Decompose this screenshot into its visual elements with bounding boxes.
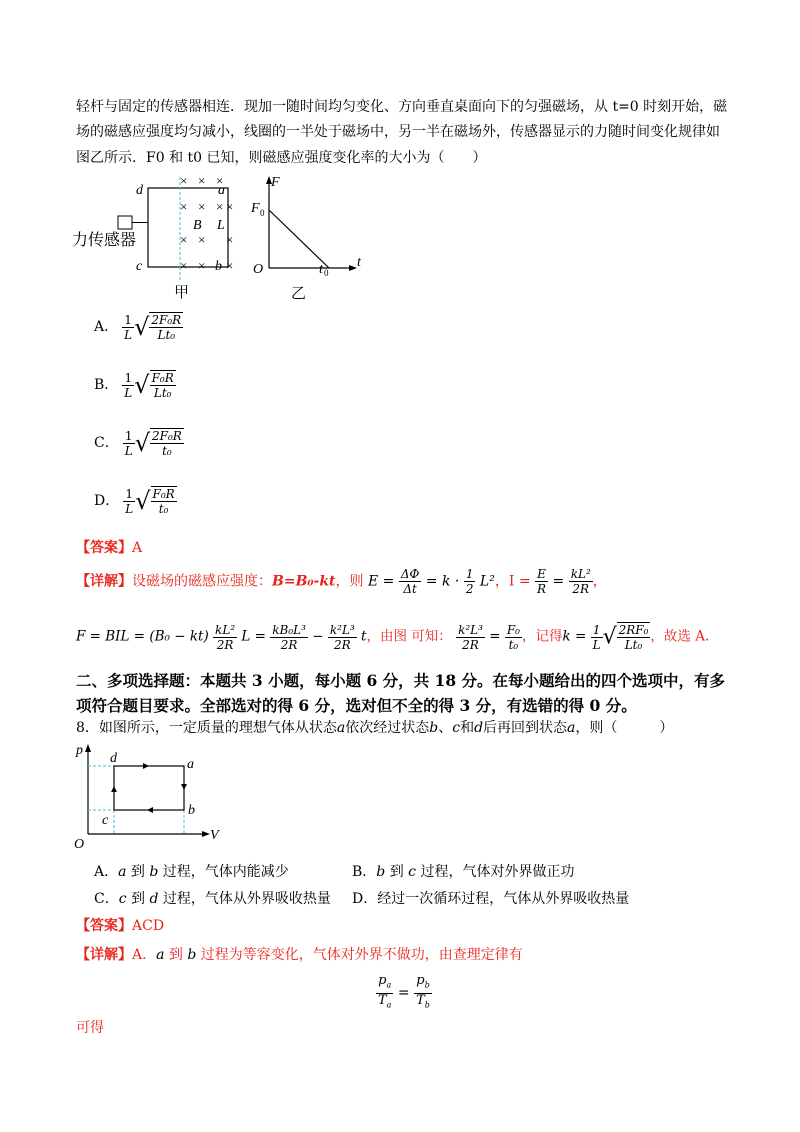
frac-F0-t0 <box>505 623 522 652</box>
frac-num: 1 <box>122 313 134 328</box>
frac-den: 2R <box>462 637 479 652</box>
label-b: b <box>215 259 222 274</box>
detail-var: a <box>156 947 165 963</box>
opt-letter: A． <box>94 319 119 335</box>
frac-den: t₀ <box>508 637 519 652</box>
q8-option-c[interactable] <box>94 888 331 908</box>
label-L: L <box>217 218 225 233</box>
cross: × <box>198 199 206 214</box>
answer-tag: 【答案】 <box>76 918 132 934</box>
frac-half <box>464 567 476 596</box>
frac-2RF0-Lt0 <box>617 622 651 652</box>
q8-var: b <box>429 720 439 736</box>
frac-den: 2R <box>216 637 234 652</box>
sub: a <box>386 1000 392 1010</box>
detail-8-line-1 <box>76 944 523 964</box>
intro-line-2: 场的磁感应强度均匀减小，线圈的一半处于磁场中，另一半在磁场外，传感器显示的力随时间变化规律如 <box>76 124 720 140</box>
sub: b <box>424 1000 430 1010</box>
q8-text: 后再回到状态 <box>483 720 568 736</box>
detail-tag: 【详解】 <box>76 573 132 590</box>
label-sensor: 力传感器 <box>72 232 137 249</box>
q8-text: 、 <box>438 720 453 736</box>
section-2-line-1: 二、多项选择题：本题共 3 小题，每小题 6 分，共 18 分。在每小题给出的四个选项中，有多 <box>76 671 726 690</box>
frac-num: F₀ <box>506 622 520 637</box>
q8-var: d <box>474 720 484 736</box>
q8-var: c <box>452 720 461 736</box>
cross: × <box>226 232 234 247</box>
sym: p <box>378 973 387 988</box>
q8-text: 依次经过状态 <box>345 720 430 736</box>
frac-den: 2R <box>572 582 590 596</box>
detail-text: ， <box>592 573 607 590</box>
sym: p <box>416 973 425 988</box>
sym: T <box>416 992 425 1008</box>
formula-k-eq: k = <box>562 628 587 645</box>
cross: × <box>180 258 188 273</box>
cross: × <box>180 173 188 188</box>
opt-letter: C． <box>94 891 119 907</box>
frac-coef <box>122 313 134 342</box>
label-c: c <box>102 813 109 828</box>
detail-text: ，记得 <box>522 628 563 645</box>
frac-coef <box>122 371 134 400</box>
frac-den: L <box>125 501 134 516</box>
p-axis-arrow <box>85 744 91 752</box>
label-a: a <box>218 183 225 198</box>
formula-minus: − <box>312 628 324 645</box>
sqrt-sign: √ <box>134 429 150 457</box>
opt-var: d <box>149 891 159 907</box>
detail-7-line-2 <box>76 622 709 652</box>
opt-var: b <box>376 864 386 880</box>
q8-option-a[interactable] <box>94 861 289 881</box>
opt-var: c <box>408 864 417 880</box>
frac-num: kL² <box>570 567 591 581</box>
frac-den: L <box>124 385 133 400</box>
frac-pb-Tb <box>414 974 432 1012</box>
detail-text: 到 <box>164 947 188 963</box>
opt-letter: B． <box>352 864 377 880</box>
q7-option-b[interactable] <box>94 370 176 400</box>
frac-den: Δt <box>403 582 417 596</box>
frac-den: 2R <box>280 637 298 652</box>
opt-var: a <box>118 864 127 880</box>
q7-option-d[interactable] <box>94 486 177 516</box>
frac-num: kL² <box>215 622 236 637</box>
force-line <box>269 210 329 268</box>
frac-num: kB₀L³ <box>272 622 306 637</box>
frac-kL2-2R <box>569 567 593 596</box>
frac-num: 2F₀R <box>151 313 182 327</box>
sqrt-sign: √ <box>602 624 617 650</box>
frac-num: F₀R <box>152 487 175 501</box>
frac-coef <box>123 429 135 458</box>
opt-text: 到 <box>126 864 150 880</box>
q7-option-c[interactable] <box>94 428 184 458</box>
frac-den: L <box>124 443 133 458</box>
frac-den: 2R <box>333 637 351 652</box>
opt-letter: A． <box>94 864 119 880</box>
q8-var: a <box>336 720 346 736</box>
frac-k2L3-b <box>456 623 485 652</box>
answer-7 <box>76 537 142 557</box>
answer-value: ACD <box>132 918 165 934</box>
frac-den: 2 <box>465 582 474 596</box>
cross: × <box>180 199 188 214</box>
frac-num: 1 <box>465 567 474 581</box>
formula-L-eq: L = <box>241 628 266 645</box>
opt-text: 经过一次循环过程，气体从外界吸收热量 <box>377 891 630 907</box>
formula-L2: L² <box>479 573 495 590</box>
frac-num: F₀R <box>151 371 174 385</box>
frac-den: t₀ <box>158 502 169 516</box>
detail-text: A． <box>132 947 157 963</box>
detail-text: 设磁场的磁感应强度： <box>132 573 272 590</box>
label-B: B <box>193 218 202 233</box>
opt-text: 过程，气体内能减少 <box>158 864 289 880</box>
frac-den: Lt₀ <box>624 638 643 652</box>
answer-8 <box>76 915 164 935</box>
opt-var: b <box>149 864 159 880</box>
q8-text: 8．如图所示，一定质量的理想气体从状态 <box>76 720 337 736</box>
formula-eq: = <box>489 628 501 645</box>
sqrt-sign: √ <box>134 313 150 341</box>
formula-E-lhs: E = <box>367 573 395 590</box>
section-2-line-2: 项符合题目要求。全部选对的得 6 分，选对但不全的得 3 分，有选错的得 0 分。 <box>76 696 637 715</box>
frac-num: 1 <box>123 429 135 444</box>
detail-text: 过程为等容变化，气体对外界不做功，由查理定律有 <box>196 947 523 963</box>
label-a: a <box>187 757 194 772</box>
frac-num: E <box>535 567 548 582</box>
frac-num: 2RF₀ <box>618 623 649 637</box>
frac-num: ΔΦ <box>400 567 420 581</box>
frac-den: Lt₀ <box>157 328 176 342</box>
v-axis-arrow <box>202 831 210 837</box>
frac-pa-Ta <box>376 974 393 1012</box>
detail-var: b <box>187 947 197 963</box>
frac-1-L <box>591 623 603 652</box>
arrow-b-c <box>147 807 153 813</box>
label-c: c <box>136 259 143 274</box>
cross: × <box>180 232 188 247</box>
sub: b <box>424 980 430 990</box>
frac-den: R <box>537 582 547 596</box>
detail-text: ，由图 可知： <box>366 628 452 645</box>
opt-text: 到 <box>385 864 409 880</box>
opt-text: 过程，气体从外界吸收热量 <box>158 891 331 907</box>
axis-label-V: V <box>210 828 219 843</box>
formula-charles-law <box>376 974 432 1012</box>
opt-text: 到 <box>126 891 150 907</box>
opt-var: c <box>118 891 127 907</box>
frac-num: k²L³ <box>329 622 355 637</box>
cross: × <box>216 173 224 188</box>
intro-line-1: 轻杆与固定的传感器相连．现加一随时间均匀变化、方向垂直桌面向下的匀强磁场，从 t=0 时刻开始，磁 <box>76 99 728 115</box>
frac-radicand <box>150 428 184 458</box>
axis-label-t: t <box>357 255 361 270</box>
cross: × <box>198 232 206 247</box>
figure-coil-diagram <box>70 172 250 302</box>
sqrt-sign: √ <box>134 371 150 399</box>
opt-letter: D． <box>94 493 120 509</box>
frac-dphi-dt <box>399 567 422 596</box>
q8-option-d[interactable] <box>352 888 629 908</box>
label-t0-sub: 0 <box>324 268 329 278</box>
label-jia: 甲 <box>174 285 190 301</box>
frac-den: Lt₀ <box>153 386 172 400</box>
frac-den: t₀ <box>162 444 172 458</box>
cross: × <box>198 173 206 188</box>
formula-eq-k: = k · <box>425 573 460 590</box>
intro-line-3: 图乙所示．F0 和 t0 已知，则磁感应强度变化率的大小为（ ） <box>76 150 487 166</box>
cross: × <box>226 199 234 214</box>
formula-F: F = BIL = (B₀ − kt) <box>76 628 209 645</box>
arrow-c-d <box>111 786 117 792</box>
formula-t: t <box>361 628 367 645</box>
detail-text: ，则 <box>335 573 364 590</box>
sensor-box <box>118 216 132 229</box>
formula-eq: = <box>397 985 410 1002</box>
formula-B: B=B₀-kt <box>272 573 336 590</box>
detail-7-line-1 <box>76 567 607 596</box>
q8-stem <box>76 717 673 737</box>
cross: × <box>216 199 224 214</box>
x-axis-arrow <box>349 265 357 271</box>
label-yi: 乙 <box>291 286 307 302</box>
frac-E-R <box>535 567 548 596</box>
label-t0: t <box>319 262 323 277</box>
frac-den: L <box>124 327 133 342</box>
opt-text: 过程，气体对外界做正功 <box>416 864 575 880</box>
frac-radicand <box>150 370 176 400</box>
frac-num: 1 <box>122 371 134 386</box>
opt-letter: D． <box>352 891 378 907</box>
sym: T <box>378 992 387 1008</box>
frac-coef <box>123 487 135 516</box>
opt-letter: C． <box>94 435 119 451</box>
label-d: d <box>110 751 117 766</box>
axis-label-p: p <box>76 743 83 758</box>
detail-tag: 【详解】 <box>76 947 132 963</box>
label-d: d <box>136 183 143 198</box>
q8-text: 和 <box>460 720 475 736</box>
frac-kB0L3 <box>270 623 308 652</box>
frac-radicand <box>149 312 183 342</box>
q7-option-a[interactable] <box>94 312 183 342</box>
sub: a <box>386 980 392 990</box>
frac-num: k²L³ <box>458 622 483 637</box>
detail-text: ，故选 A. <box>650 628 710 645</box>
sqrt-sign: √ <box>135 487 151 515</box>
frac-k2L3 <box>328 623 357 652</box>
label-F0: F <box>251 201 260 216</box>
detail-8-kede: 可得 <box>76 1020 104 1036</box>
frac-num: 1 <box>591 623 603 638</box>
formula-eq: = <box>552 573 565 590</box>
label-F0-sub: 0 <box>260 208 265 218</box>
answer-value: A <box>132 540 143 556</box>
answer-tag: 【答案】 <box>76 540 132 556</box>
label-b: b <box>188 803 195 818</box>
frac-den: L <box>592 637 601 652</box>
cycle-rect <box>114 766 184 810</box>
q8-text: ，则（ ） <box>575 720 674 736</box>
arrow-d-a <box>143 763 149 769</box>
frac-kL2-2R-b <box>213 623 237 652</box>
cross: × <box>198 258 206 273</box>
frac-radicand <box>151 486 177 516</box>
formula-I-lhs: ，I = <box>494 573 531 590</box>
opt-letter: B． <box>94 377 119 393</box>
figure-force-time-graph <box>245 172 375 302</box>
label-origin: O <box>253 262 264 277</box>
frac-num: 2F₀R <box>151 429 182 443</box>
arrow-a-b <box>181 784 187 790</box>
label-origin: O <box>74 837 85 852</box>
q8-var: a <box>567 720 576 736</box>
axis-label-F: F <box>271 175 280 190</box>
q8-option-b[interactable] <box>352 861 574 881</box>
cross: × <box>226 258 234 273</box>
frac-num: 1 <box>123 487 135 502</box>
figure-pv-diagram <box>70 742 230 852</box>
